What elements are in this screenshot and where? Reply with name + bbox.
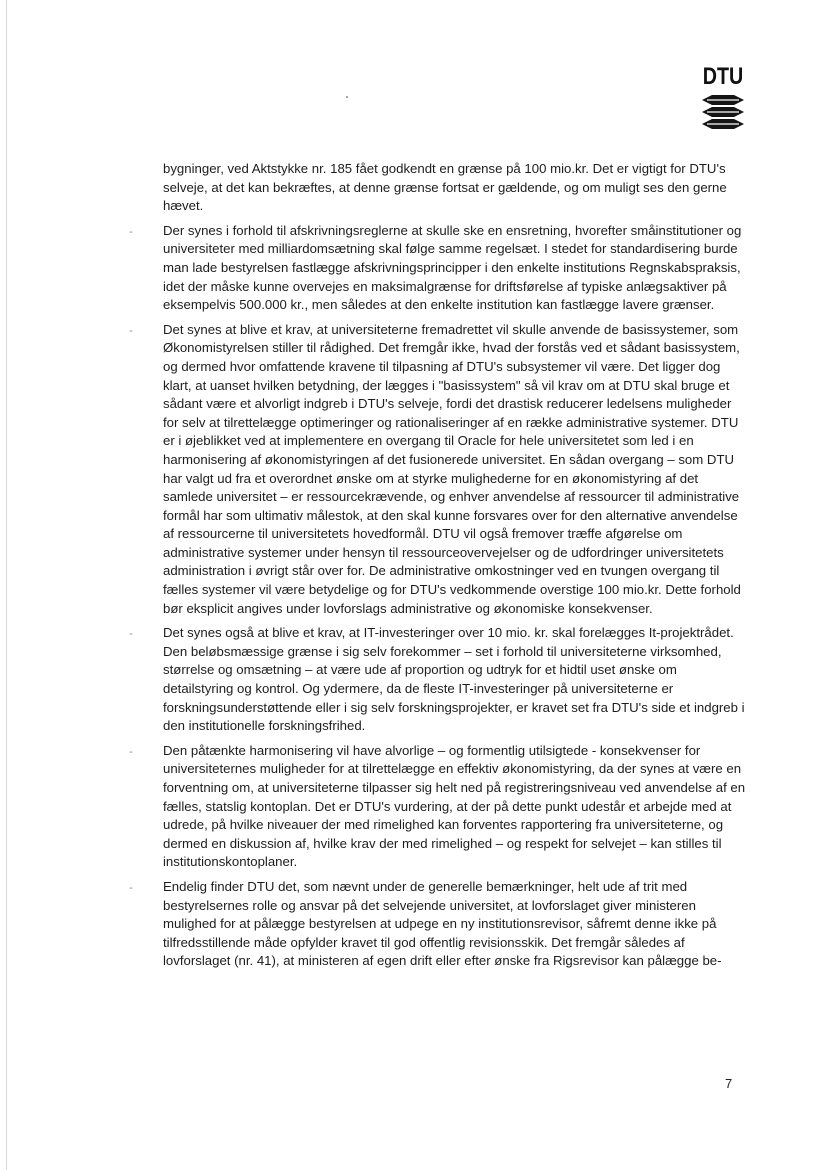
- paragraph: [129, 878, 746, 971]
- document-body: [129, 160, 746, 977]
- paragraph: [129, 321, 746, 619]
- logo-text: DTU: [702, 63, 744, 90]
- bullet-marker: -: [129, 881, 133, 894]
- paragraph-text: Det synes at blive et krav, at universiteterne fremadrettet vil skulle anvende de basissystemer, som Økonomistyrelsen stiller til rådighed. Det fremgår ikke, hvad der forstås ved et sådant basissystem, og dermed hvor omfattende kravene til tilpasning af DTU's subsystemer vil være. Det ligger dog klart, at uanset hvilken betydning, der lægges i "basissystem" så vil krav om at DTU skal bruge et sådant være et alvorligt indgreb i DTU's selveje, fordi det drastisk reducerer ledelsens muligheder for selv at tilrettelægge optimeringer og rationaliseringer af en række administrative systemer. DTU er i øjeblikket ved at implementere en overgang til Oracle for hele universitetet som led i en harmonisering af økonomistyringen af det fusionerede universitet. En sådan overgang – som DTU har valgt ud fra et overordnet ønske om at styrke mulighederne for en økonomistyring af det samlede universitet – er ressourcekrævende, og enhver anvendelse af ressourcer til administrative formål har som ultimativ målestok, at den skal kunne forsvares over for den alternative anvendelse af ressourcerne til universitetets hovedformål. DTU vil også fremover træffe afgørelse om administrative systemer under hensyn til ressourceovervejelser og de udfordringer universitetets administration i øvrigt står over for. De administrative omkostninger ved en tvungen overgang til fælles systemer vil være betydelige og for DTU's vedkommende overstige 100 mio.kr. Dette forhold bør eksplicit angives under lovforslags administrative og økonomiske konsekvenser.: [163, 321, 741, 616]
- dtu-logo-mark-icon: [698, 94, 748, 132]
- paragraph-text: Der synes i forhold til afskrivningsreglerne at skulle ske en ensretning, hvorefter småinstitutioner og universiteter med milliardomsætning skal følge samme regelsæt. I stedet for standardisering burde man lade bestyrelsen fastlægge afskrivningsprincipper i den enkelte institutions Regnskabspraksis, idet der måske kunne overvejes en maksimalgrænse for driftsførelse af typiske anlægsaktiver på eksempelvis 500.000 kr., men således at den enkelte institution kan fastlægge lavere grænser.: [163, 222, 742, 313]
- bullet-marker: -: [129, 225, 133, 238]
- paragraph: [129, 222, 746, 315]
- paragraph: [129, 624, 746, 736]
- paragraph-text: Den påtænkte harmonisering vil have alvorlige – og formentlig utilsigtede - konsekvenser for universiteternes muligheder for at tilrettelægge en effektiv økonomistyring, da der synes at være en forventning om, at universiteterne tilpasser sig helt ned på registreringsniveau ved anvendelse af en fælles, statslig kontoplan. Det er DTU's vurdering, at der på dette punkt udestår et arbejde med at udrede, på hvilke niveauer der med rimelighed kan forventes rapportering fra universiteterne, og dermed en diskussion af, hvilke krav der med rimelighed – og respekt for selvejet – kan stilles til institutionskontoplaner.: [163, 742, 746, 870]
- bullet-marker: -: [129, 628, 133, 641]
- paragraph: [163, 160, 746, 216]
- page-number: 7: [725, 1076, 733, 1091]
- dtu-logo: [698, 64, 748, 134]
- paragraph: [129, 742, 746, 872]
- bullet-marker: -: [129, 745, 133, 758]
- paragraph-text: bygninger, ved Aktstykke nr. 185 fået godkendt en grænse på 100 mio.kr. Det er vigtigt for DTU's selveje, at det kan bekræftes, at denne grænse fortsat er gældende, og om muligt ses den gerne hævet.: [163, 161, 727, 214]
- scan-speck: [346, 96, 348, 98]
- paragraph-text: Det synes også at blive et krav, at IT-investeringer over 10 mio. kr. skal forelægges It-projektrådet. Den beløbsmæssige grænse i sig selv forekommer – set i forhold til universiteterne virksomhed, størrelse og omsætning – at være ude af proportion og udtryk for et hidtil uset ønske om detailstyring og kontrol. Og ydermere, da de fleste IT-investeringer på universiteterne er forskningsunderstøttende eller i sig selv forskningsprojekter, er kravet set fra DTU's side et indgreb i den institutionelle forskningsfrihed.: [163, 625, 745, 734]
- paragraph-text: Endelig finder DTU det, som nævnt under de generelle bemærkninger, helt ude af trit med bestyrelsernes rolle og ansvar på det selvejende universitet, at lovforslaget giver ministeren mulighed for at pålægge bestyrelsen at udpege en ny institutionsrevisor, såfremt denne ikke på tilfredsstillende måde opfylder kravet til god offentlig revisionsskik. Det fremgår således af lovforslaget (nr. 41), at ministeren af egen drift eller efter ønske fra Rigsrevisor kan pålægge be-: [163, 878, 722, 969]
- bullet-marker: -: [129, 324, 133, 337]
- page-edge: [6, 0, 7, 1170]
